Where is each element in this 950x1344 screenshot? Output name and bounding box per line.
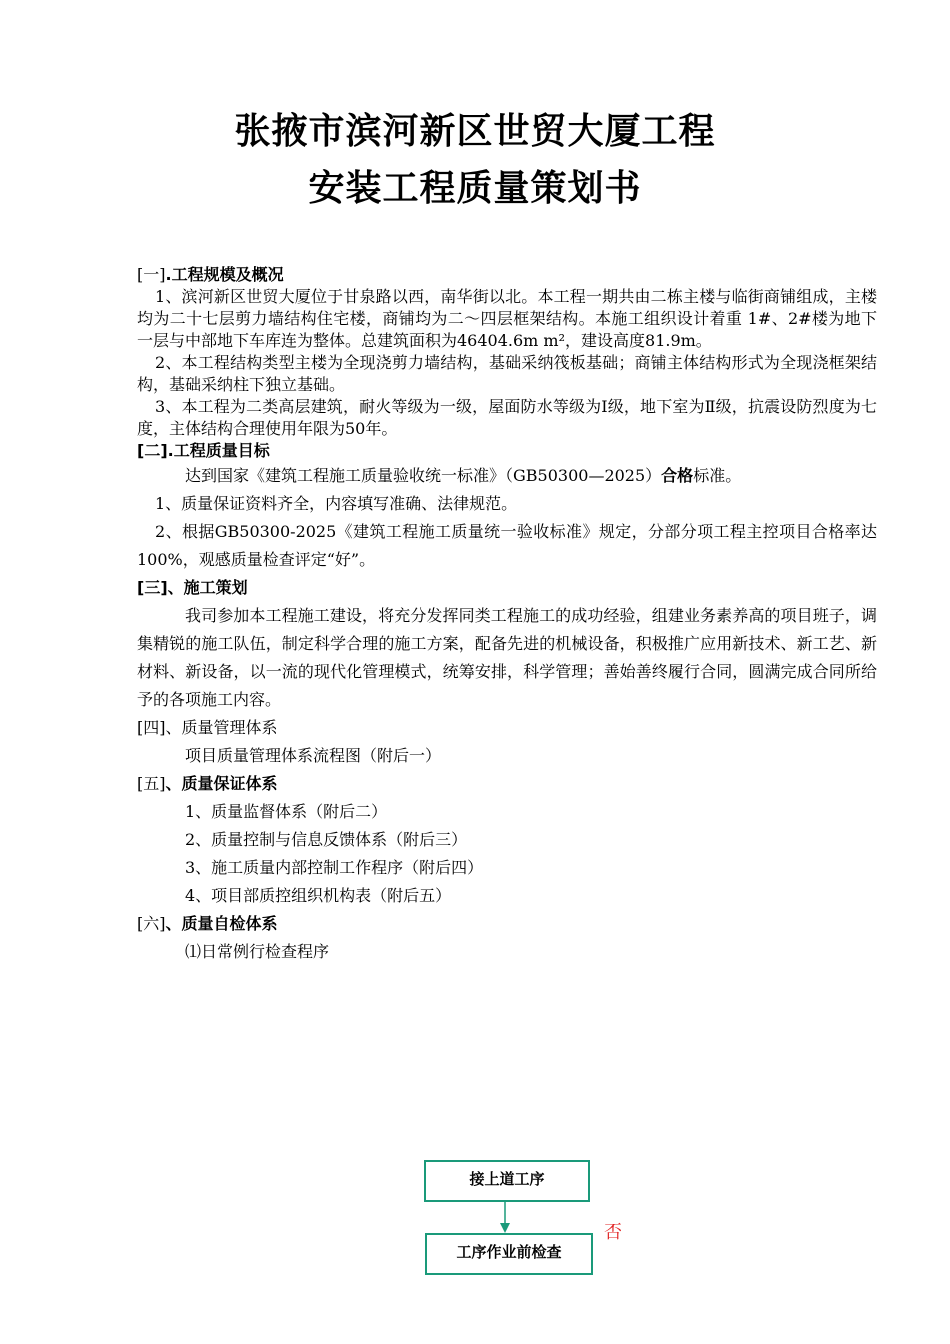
flow-box-previous-process: 接上道工序: [424, 1160, 590, 1202]
section-6-item-1: ⑴日常例行检查程序: [185, 942, 330, 961]
document-title-line1: 张掖市滨河新区世贸大厦工程: [234, 111, 716, 152]
section-6-title: 、质量自检体系: [165, 914, 278, 933]
section-1-para-2: 2、本工程结构类型主楼为全现浇剪力墙结构，基础采纳筏板基础；商铺主体结构形式为全现浇框架结构，基础采纳柱下独立基础。: [137, 353, 877, 394]
section-2-para-0-text: 达到国家《建筑工程施工质量验收统一标准》（GB50300—2025）: [185, 466, 662, 485]
section-5-item-1: 1、质量监督体系（附后二）: [185, 802, 388, 821]
section-4-item: 项目质量管理体系流程图（附后一）: [185, 746, 442, 765]
section-1-para-1: 1、滨河新区世贸大厦位于甘泉路以西，南华街以北。本工程一期共由二栋主楼与临街商铺组成，主楼均为二十七层剪力墙结构住宅楼，商铺均为二～四层框架结构。本施工组织设计着重 1#、2#楼为地下一层与中部地下车库连为整体。总建筑面积为46404.6m m²，建设高度81.9m。: [137, 287, 877, 350]
section-2-para-1: 1、质量保证资料齐全，内容填写准确、法律规范。: [155, 494, 518, 513]
section-2-qualified-text: 合格: [661, 466, 694, 485]
section-2-para-2: 2、根据GB50300-2025《建筑工程施工质量统一验收标准》规定，分部分项工程主控项目合格率达100%，观感质量检查评定“好”。: [137, 522, 877, 569]
section-3-para-1: 我司参加本工程施工建设，将充分发挥同类工程施工的成功经验，组建业务素养高的项目班子，调集精锐的施工队伍，制定科学合理的施工方案，配备先进的机械设备，积极推广应用新技术、新工艺、新材料、新设备，以一流的现代化管理模式，统筹安排，科学管理；善始善终履行合同，圆满完成合同所给予的各项施工内容。: [137, 606, 877, 709]
flow-no-label: 否: [604, 1222, 622, 1243]
section-4-heading: [四]、质量管理体系: [137, 718, 278, 737]
document-title-line2: 安装工程质量策划书: [308, 168, 642, 209]
section-6-bracket: [六]: [137, 914, 166, 933]
section-1-title: .工程规模及概况: [165, 265, 284, 284]
section-3-heading: [三]、施工策划: [137, 578, 248, 597]
section-5-title: 、质量保证体系: [165, 774, 278, 793]
section-1-para-3: 3、本工程为二类高层建筑，耐火等级为一级，屋面防水等级为Ⅰ级，地下室为Ⅱ级，抗震设防烈度为七度，主体结构合理使用年限为50年。: [137, 397, 877, 438]
section-5-item-3: 3、施工质量内部控制工作程序（附后四）: [185, 858, 484, 877]
section-5-item-4: 4、项目部质控组织机构表（附后五）: [185, 886, 452, 905]
section-2-heading: [二].工程质量目标: [137, 441, 270, 460]
section-5-item-2: 2、质量控制与信息反馈体系（附后三）: [185, 830, 468, 849]
section-1-bracket: [一]: [137, 265, 166, 284]
flow-box-pre-work-check: 工序作业前检查: [425, 1233, 593, 1275]
section-5-bracket: [五]: [137, 774, 166, 793]
section-2-para-0-tail: 标准。: [693, 466, 742, 485]
